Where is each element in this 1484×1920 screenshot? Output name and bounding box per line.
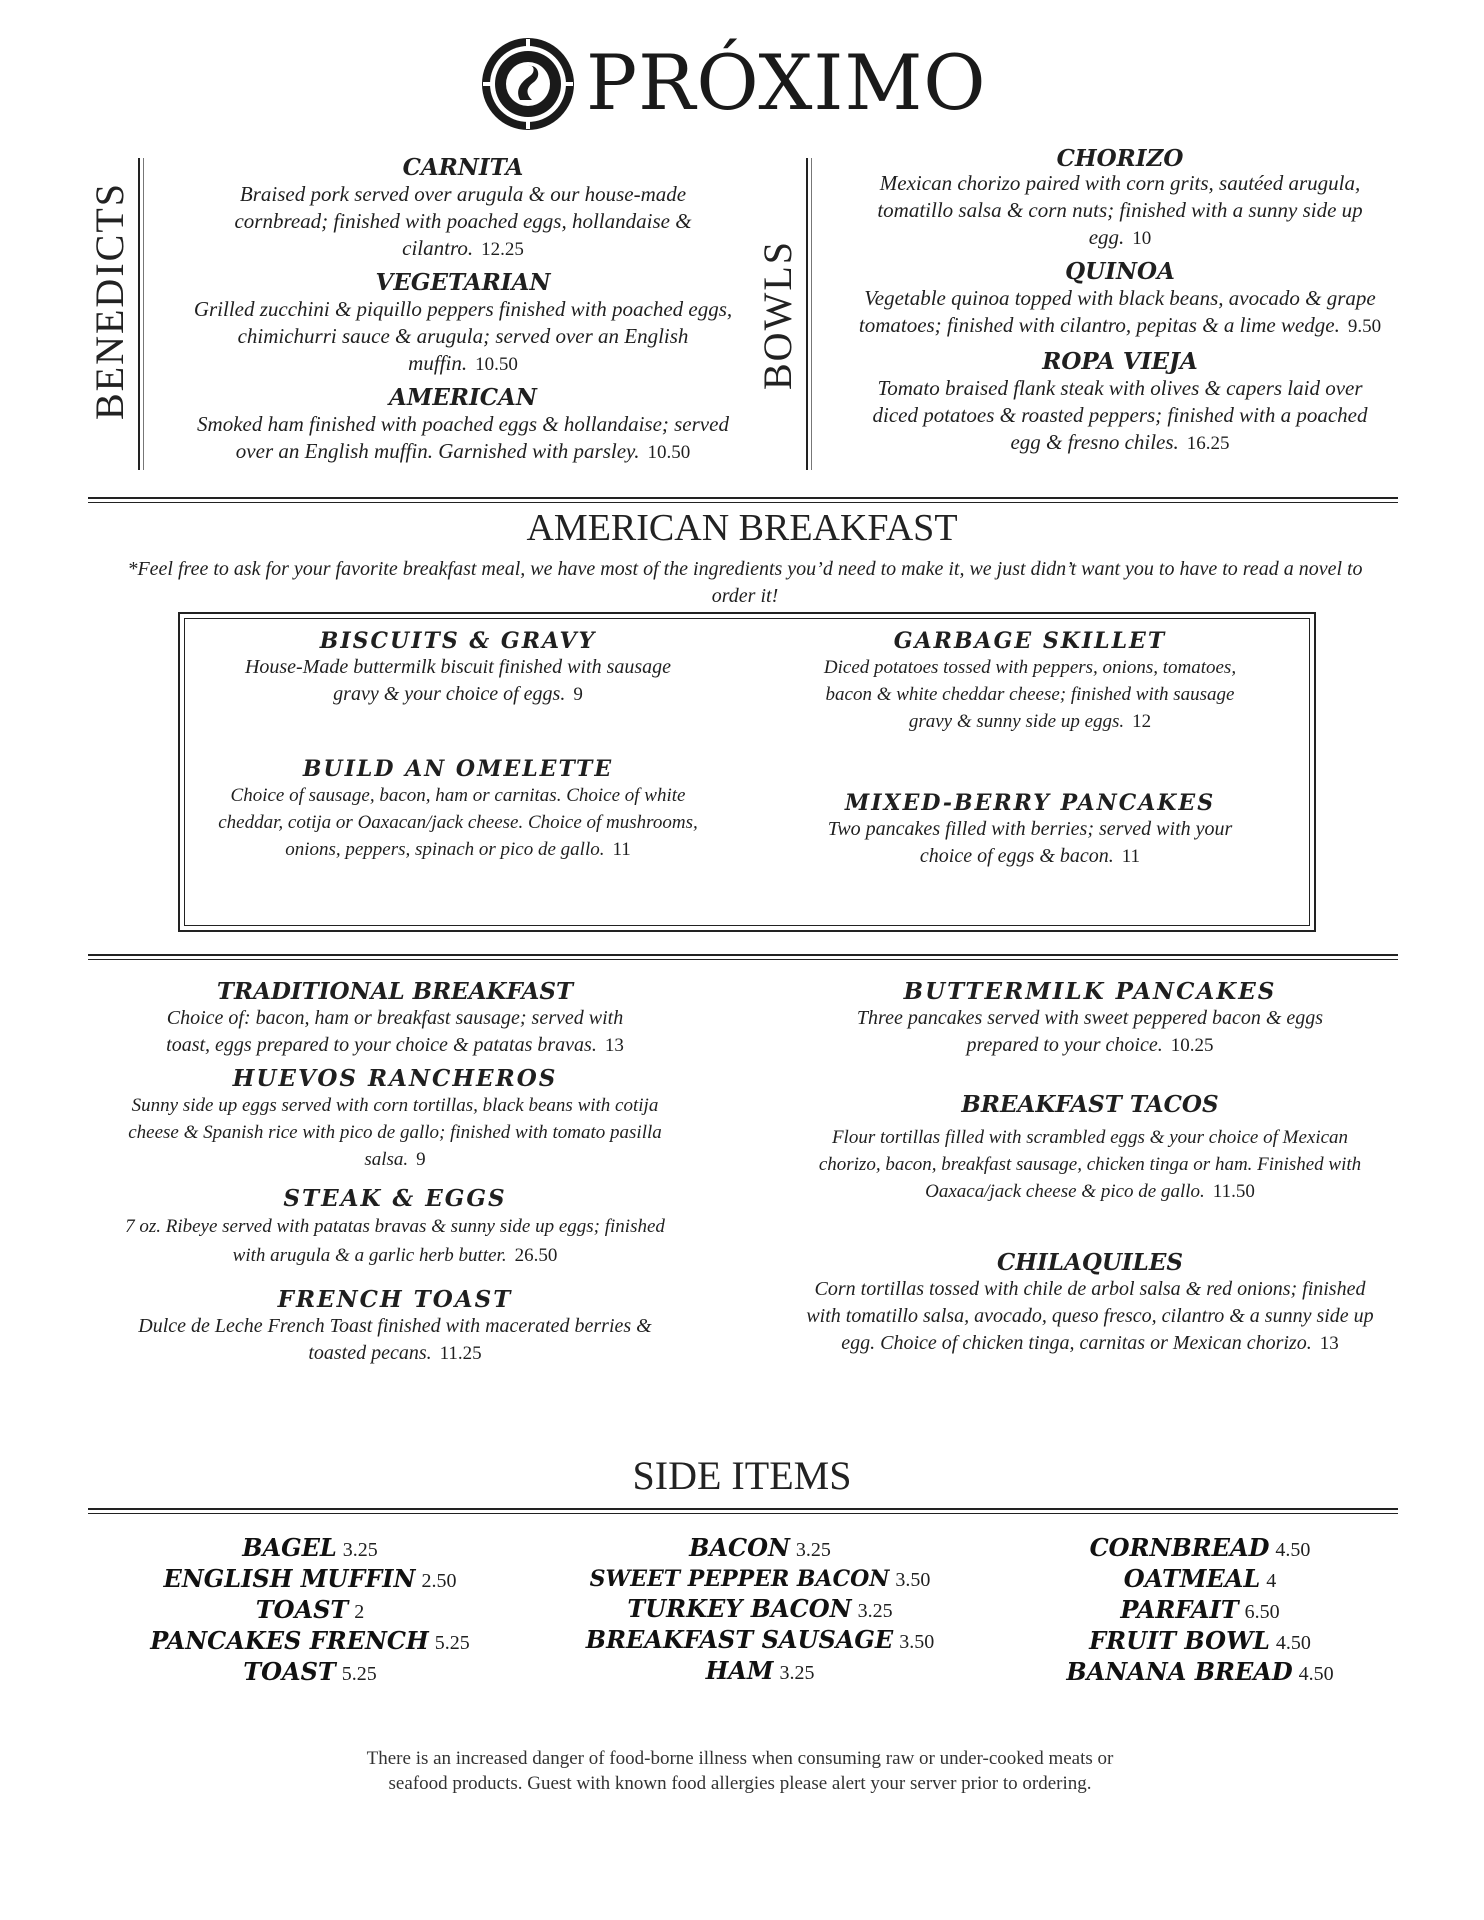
breakfast-left-column xyxy=(110,978,680,1367)
side-item xyxy=(560,1565,960,1595)
benedicts-divider xyxy=(138,158,144,470)
side-name: PARFAIT xyxy=(1120,1595,1239,1624)
side-item xyxy=(1020,1627,1380,1658)
side-name: FRUIT BOWL xyxy=(1089,1626,1270,1655)
side-price: 3.25 xyxy=(779,1662,815,1684)
item-price: 26.50 xyxy=(514,1245,558,1266)
bowls-list xyxy=(840,145,1400,457)
item-name: FRENCH TOAST xyxy=(277,1286,513,1313)
item-desc: Diced potatoes tossed with peppers, onions, tomatoes, bacon & white cheddar cheese; finished with sausage gravy & sunny side up eggs. xyxy=(823,657,1237,732)
side-price: 4.50 xyxy=(1275,1632,1311,1654)
american-breakfast-title: AMERICAN BREAKFAST xyxy=(526,507,958,549)
menu-item xyxy=(800,1249,1380,1357)
logo-emblem-icon xyxy=(480,36,576,132)
menu-item xyxy=(110,1286,680,1367)
side-price: 3.25 xyxy=(795,1539,831,1561)
menu-item xyxy=(800,1091,1380,1205)
item-price: 13 xyxy=(1319,1333,1339,1354)
item-desc: House-Made buttermilk biscuit finished with sausage gravy & your choice of eggs. xyxy=(244,656,672,705)
side-name: BAGEL xyxy=(242,1533,337,1562)
menu-item xyxy=(178,154,748,263)
side-item xyxy=(560,1534,960,1565)
side-item xyxy=(1020,1658,1380,1689)
sides-column-1 xyxy=(120,1534,500,1689)
sides-column-3 xyxy=(1020,1534,1380,1689)
food-safety-disclaimer: There is an increased danger of food-borne illness when consuming raw or under-cooked meats or seafood products. Guest with known food allergies please alert your server prior to ordering. xyxy=(366,1748,1114,1794)
item-desc: Tomato braised flank steak with olives & capers laid over diced potatoes & roasted peppers; finished with a poached egg & fresno chiles. xyxy=(872,376,1368,454)
side-item xyxy=(1020,1534,1380,1565)
side-item xyxy=(120,1658,500,1689)
breakfast-right-column xyxy=(800,978,1380,1357)
menu-item xyxy=(110,1185,680,1270)
item-price: 12.25 xyxy=(481,239,524,260)
menu-item xyxy=(110,1065,680,1173)
item-name: CARNITA xyxy=(402,154,524,181)
item-price: 11.25 xyxy=(439,1343,482,1364)
item-desc: Vegetable quinoa topped with black beans, avocado & grape tomatoes; finished with cilantro, pepitas & a lime wedge. xyxy=(858,286,1376,337)
brand-name: PRÓXIMO xyxy=(586,38,987,127)
side-name: BANANA BREAD xyxy=(1066,1657,1293,1686)
item-price: 9.50 xyxy=(1347,316,1382,337)
side-price: 4.50 xyxy=(1275,1539,1311,1561)
item-name: BUTTERMILK PANCAKES xyxy=(903,978,1277,1005)
side-price: 3.25 xyxy=(857,1600,893,1622)
item-price: 13 xyxy=(604,1035,624,1056)
item-name: HUEVOS RANCHEROS xyxy=(232,1065,558,1092)
side-item xyxy=(1020,1565,1380,1596)
menu-item xyxy=(110,978,680,1059)
side-item xyxy=(120,1596,500,1627)
item-desc: Grilled zucchini & piquillo peppers finished with poached eggs, chimichurri sauce & arugula; served over an English muffin. xyxy=(193,297,733,375)
item-price: 10 xyxy=(1132,228,1152,249)
menu-item xyxy=(800,978,1380,1059)
item-price: 11 xyxy=(612,839,631,860)
side-item xyxy=(120,1534,500,1565)
side-price: 3.25 xyxy=(342,1539,378,1561)
item-desc: Corn tortillas tossed with chile de arbol salsa & red onions; finished with tomatillo salsa, avocado, queso fresco, cilantro & a sunny side up egg. Choice of chicken tinga, carnitas or Mexican chorizo. xyxy=(806,1278,1374,1354)
menu-item xyxy=(790,628,1270,735)
item-name: ROPA VIEJA xyxy=(1042,348,1198,375)
item-price: 10.50 xyxy=(647,442,691,463)
side-price: 4 xyxy=(1266,1570,1277,1592)
side-name: TOAST xyxy=(243,1657,336,1686)
side-name: SWEET PEPPER BACON xyxy=(589,1566,890,1592)
section-rule xyxy=(88,954,1398,960)
side-name: TURKEY BACON xyxy=(627,1594,852,1623)
side-price: 3.50 xyxy=(899,1631,935,1653)
item-desc: Choice of: bacon, ham or breakfast sausage; served with toast, eggs prepared to your choice & patatas bravas. xyxy=(166,1007,624,1056)
item-name: BREAKFAST TACOS xyxy=(961,1091,1219,1118)
side-price: 2.50 xyxy=(421,1570,457,1592)
menu-item xyxy=(790,790,1270,870)
item-desc: Choice of sausage, bacon, ham or carnitas. Choice of white cheddar, cotija or Oaxacan/jack cheese. Choice of mushrooms, onions, peppers, spinach or pico de gallo. xyxy=(218,785,698,860)
benedicts-list xyxy=(178,154,748,466)
menu-item xyxy=(840,348,1400,457)
side-price: 5.25 xyxy=(434,1632,470,1654)
item-price: 12 xyxy=(1132,711,1152,732)
american-breakfast-note: *Feel free to ask for your favorite breakfast meal, we have most of the ingredients you’d need to make it, we just didn’t want you to have to read a novel to order it! xyxy=(127,558,1363,607)
menu-item xyxy=(178,384,748,466)
side-item xyxy=(1020,1596,1380,1627)
bowls-section-title: BOWLS xyxy=(755,240,800,390)
side-items-title: SIDE ITEMS xyxy=(632,1453,852,1498)
item-price: 9 xyxy=(573,684,583,705)
side-name: ENGLISH MUFFIN xyxy=(163,1564,416,1593)
section-rule xyxy=(88,1508,1398,1514)
menu-item xyxy=(178,269,748,378)
item-name: VEGETARIAN xyxy=(375,269,551,296)
item-name: BISCUITS & GRAVY xyxy=(319,628,597,654)
item-desc: Sunny side up eggs served with corn tortillas, black beans with cotija cheese & Spanish rice with pico de gallo; finished with tomato pasilla salsa. xyxy=(128,1095,662,1170)
item-name: TRADITIONAL BREAKFAST xyxy=(216,978,574,1005)
item-price: 11 xyxy=(1121,846,1141,867)
side-item xyxy=(120,1627,500,1658)
item-price: 10.50 xyxy=(475,354,518,375)
side-name: OATMEAL xyxy=(1123,1564,1261,1593)
item-price: 11.50 xyxy=(1212,1181,1255,1202)
item-price: 16.25 xyxy=(1186,433,1230,454)
item-name: GARBAGE SKILLET xyxy=(893,628,1167,654)
sides-column-2 xyxy=(560,1534,960,1688)
item-desc: 7 oz. Ribeye served with patatas bravas & sunny side up eggs; finished with arugula & a garlic herb butter. xyxy=(125,1216,665,1266)
item-name: MIXED-BERRY PANCAKES xyxy=(844,790,1216,816)
item-desc: Flour tortillas filled with scrambled eggs & your choice of Mexican chorizo, bacon, breakfast sausage, chicken tinga or ham. Finished with Oaxaca/jack cheese & pico de gallo. xyxy=(818,1127,1362,1202)
item-desc: Two pancakes filled with berries; served with your choice of eggs & bacon. xyxy=(827,818,1233,867)
item-price: 10.25 xyxy=(1170,1035,1214,1056)
side-name: BREAKFAST SAUSAGE xyxy=(585,1625,894,1654)
side-price: 4.50 xyxy=(1298,1663,1334,1685)
menu-item xyxy=(208,628,708,708)
side-item xyxy=(560,1595,960,1626)
side-item xyxy=(560,1657,960,1688)
side-item xyxy=(560,1626,960,1657)
menu-item xyxy=(208,756,708,863)
item-desc: Braised pork served over arugula & our house-made cornbread; finished with poached eggs, hollandaise & cilantro. xyxy=(234,182,692,260)
side-name: BACON xyxy=(689,1533,790,1562)
side-price: 5.25 xyxy=(341,1663,377,1685)
item-name: QUINOA xyxy=(1065,258,1175,285)
side-name: TOAST xyxy=(255,1595,349,1624)
item-name: BUILD AN OMELETTE xyxy=(302,756,614,782)
side-item xyxy=(120,1565,500,1596)
section-rule xyxy=(88,497,1398,503)
brand-header xyxy=(480,34,1040,134)
item-name: CHORIZO xyxy=(1056,145,1184,172)
item-name: STEAK & EGGS xyxy=(283,1185,507,1212)
side-name: HAM xyxy=(705,1656,774,1685)
side-name: CORNBREAD xyxy=(1089,1533,1270,1562)
item-desc: Mexican chorizo paired with corn grits, sautéed arugula, tomatillo salsa & corn nuts; finished with a sunny side up egg. xyxy=(877,171,1363,249)
item-desc: Smoked ham finished with poached eggs & hollandaise; served over an English muffin. Garnished with parsley. xyxy=(197,412,729,463)
benedicts-section-title: BENEDICTS xyxy=(87,182,132,420)
side-price: 2 xyxy=(354,1601,365,1623)
side-price: 3.50 xyxy=(895,1569,931,1591)
bowls-divider xyxy=(806,158,812,470)
menu-item xyxy=(840,145,1400,252)
item-desc: Dulce de Leche French Toast finished with macerated berries & toasted pecans. xyxy=(138,1315,652,1364)
item-name: AMERICAN xyxy=(389,384,537,411)
side-name: PANCAKES FRENCH xyxy=(150,1626,429,1655)
item-name: CHILAQUILES xyxy=(997,1249,1183,1276)
side-price: 6.50 xyxy=(1244,1601,1280,1623)
menu-item xyxy=(840,258,1400,340)
item-price: 9 xyxy=(416,1149,426,1170)
item-desc: Three pancakes served with sweet peppered bacon & eggs prepared to your choice. xyxy=(856,1007,1324,1056)
